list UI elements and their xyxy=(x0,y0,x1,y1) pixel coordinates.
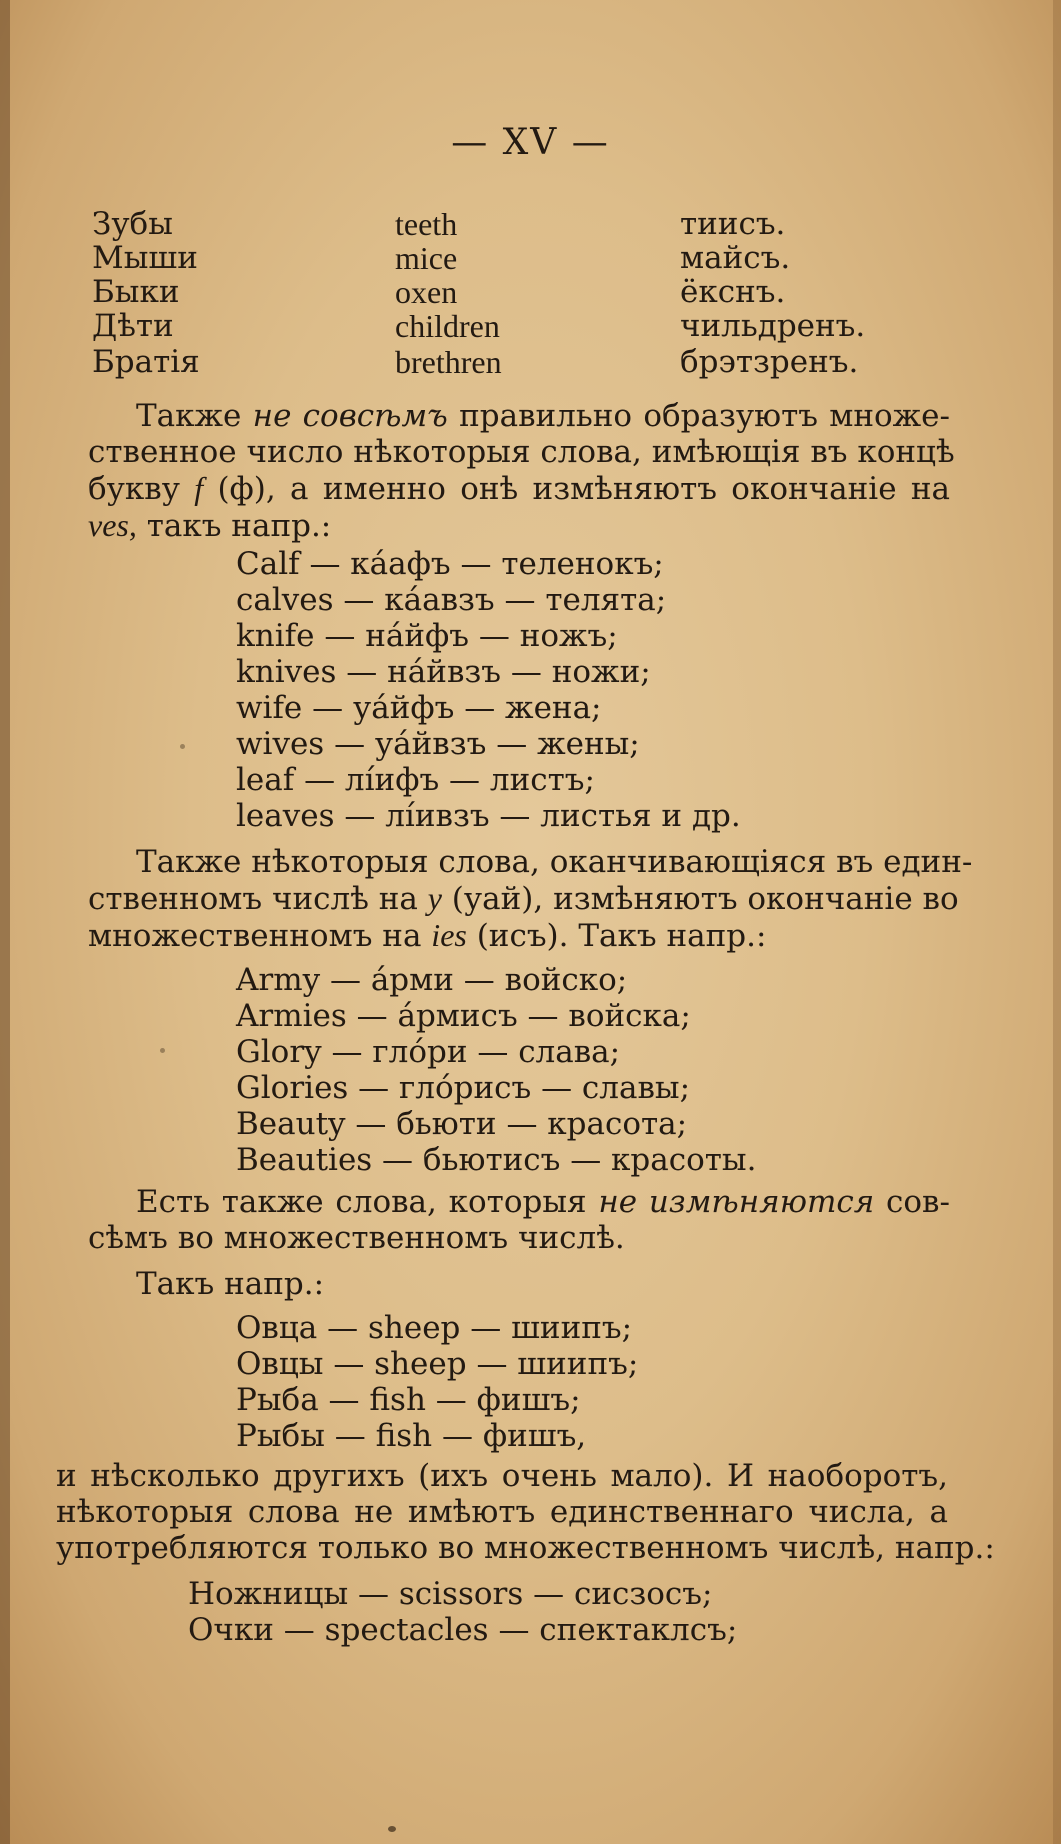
paragraph-line xyxy=(88,398,950,434)
list-same-form-examples xyxy=(236,1310,638,1454)
list-item: Рыбы — fish — фишъ, xyxy=(236,1418,587,1454)
italic-span: y xyxy=(427,880,442,916)
list-item: Glories — глóрисъ — славы; xyxy=(236,1070,691,1106)
list-item: Ножницы — scissors — сисзосъ; xyxy=(188,1576,713,1612)
page-number: — XV — xyxy=(451,122,610,163)
list-item: Овцы — sheep — шиипъ; xyxy=(236,1346,639,1382)
table-cell-ru: Быки xyxy=(92,274,180,310)
paragraph-line: и нѣсколько другихъ (ихъ очень мало). И наоборотъ, xyxy=(56,1458,948,1494)
table-cell-en: teeth xyxy=(395,206,458,242)
italic-span: ies xyxy=(431,917,467,953)
table-cell-ru: Братія xyxy=(92,344,200,380)
text-span: букву xyxy=(88,471,195,507)
text-span: Есть также слова, которыя xyxy=(136,1184,599,1220)
text-span: правильно образуютъ множе- xyxy=(447,398,951,434)
list-item: Рыба — fish — фишъ; xyxy=(236,1382,581,1418)
text-span: ственномъ числѣ на xyxy=(88,881,428,917)
list-item: Armies — áрмисъ — войска; xyxy=(236,998,691,1034)
ink-speck xyxy=(160,1048,165,1053)
examples-intro: Такъ напр.: xyxy=(136,1266,325,1302)
list-item: Calf — кáафъ — теленокъ; xyxy=(236,546,664,582)
italic-span: f xyxy=(194,470,204,506)
ink-speck xyxy=(388,1826,396,1832)
table-cell-en: children xyxy=(395,308,500,344)
list-item: leaves — лíивзъ — листья и др. xyxy=(236,798,741,834)
table-cell-en: oxen xyxy=(395,274,458,310)
paragraph-line xyxy=(88,1184,950,1220)
text-span: множественномъ на xyxy=(88,918,432,954)
list-item: Glory — глóри — слава; xyxy=(236,1034,621,1070)
text-span: (ф), а именно онѣ измѣняютъ окончаніе на xyxy=(203,471,950,507)
list-item: calves — кáавзъ — телята; xyxy=(236,582,667,618)
italic-span: не совсѣмъ xyxy=(252,398,448,434)
paragraph-plural-only-rule xyxy=(56,1458,995,1566)
table-cell-ru: Зубы xyxy=(92,206,173,242)
italic-span: ves, xyxy=(88,507,137,543)
table-cell-en: mice xyxy=(395,240,458,276)
paragraph-line xyxy=(88,470,950,507)
list-item: knife — нáйфъ — ножъ; xyxy=(236,618,618,654)
list-plural-only-examples xyxy=(188,1576,737,1648)
page-edge-right xyxy=(1053,0,1061,1844)
list-item: Beauty — бьюти — красота; xyxy=(236,1106,688,1142)
list-ies-examples xyxy=(236,962,756,1178)
paragraph-line: Также нѣкоторыя слова, оканчивающіяся въ един- xyxy=(136,844,973,880)
list-item: Beauties — бьютисъ — красоты. xyxy=(236,1142,757,1178)
paragraph-line xyxy=(88,880,959,917)
text-span: (уай), измѣняютъ окончаніе во xyxy=(441,881,959,917)
table-cell-pron: майсъ. xyxy=(680,240,791,276)
list-item: wife — уáйфъ — жена; xyxy=(236,690,602,726)
paragraph-line: нѣкоторыя слова не имѣютъ единственнаго числа, а xyxy=(56,1494,948,1530)
list-ves-examples xyxy=(236,546,741,834)
paragraph-line xyxy=(88,507,950,544)
italic-span: не измѣняются xyxy=(598,1184,875,1220)
text-span: такъ напр.: xyxy=(136,508,332,544)
list-item: leaf — лíифъ — листъ; xyxy=(236,762,595,798)
list-item: knives — нáйвзъ — ножи; xyxy=(236,654,651,690)
list-item: Army — áрми — войско; xyxy=(236,962,628,998)
list-item: Овца — sheep — шиипъ; xyxy=(236,1310,633,1346)
table-cell-ru: Дѣти xyxy=(92,308,174,344)
page-edge-left xyxy=(0,0,10,1844)
list-item: wives — уáйвзъ — жены; xyxy=(236,726,640,762)
paragraph-line: употребляются только во множественномъ числѣ, напр.: xyxy=(56,1530,995,1566)
paragraph-line: ственное число нѣкоторыя слова, имѣющія въ концѣ xyxy=(88,434,955,470)
text-span: (исъ). Такъ напр.: xyxy=(466,918,767,954)
text-span: Также xyxy=(136,398,253,434)
paragraph-ves-rule xyxy=(88,398,955,544)
table-cell-pron: чильдренъ. xyxy=(680,308,866,344)
ink-speck xyxy=(180,744,185,749)
table-cell-pron: брэтзренъ. xyxy=(680,344,859,380)
paragraph-line: сѣмъ во множественномъ числѣ. xyxy=(88,1220,625,1256)
paragraph-line xyxy=(88,917,950,954)
table-cell-ru: Мыши xyxy=(92,240,198,276)
paragraph-unchanged-rule xyxy=(88,1184,950,1256)
text-span: сов- xyxy=(874,1184,950,1220)
table-cell-pron: тиисъ. xyxy=(680,206,786,242)
paragraph-ies-rule xyxy=(88,844,973,954)
list-item: Очки — spectacles — спектаклсъ; xyxy=(188,1612,738,1648)
table-cell-en: brethren xyxy=(395,344,502,380)
table-cell-pron: ёкснъ. xyxy=(680,274,786,310)
